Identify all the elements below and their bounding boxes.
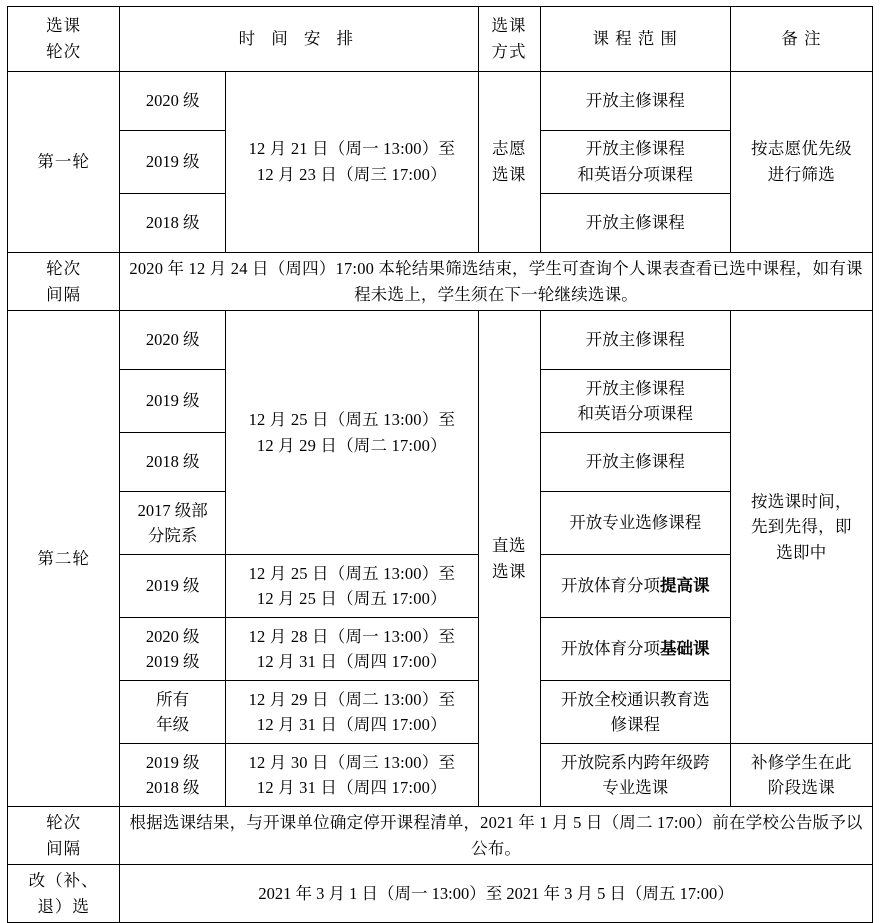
round2-scope-2: 开放主修课程 <box>540 433 730 492</box>
round2-time-1: 12 月 25 日（周五 13:00）至 12 月 25 日（周五 17:00） <box>226 555 478 618</box>
table-row <box>8 311 873 370</box>
round2-scope-6: 开放全校通识教育选 修课程 <box>540 681 730 744</box>
header-mode: 选课 方式 <box>478 7 540 72</box>
gap1-text: 2020 年 12 月 24 日（周四）17:00 本轮结果筛选结束，学生可查询个人课表查看已选中课程，如有课程未选上，学生须在下一轮继续选课。 <box>120 253 873 311</box>
round2-note-last: 补修学生在此 阶段选课 <box>730 744 872 807</box>
header-round: 选课 轮次 <box>8 7 120 72</box>
round1-mode: 志愿 选课 <box>478 72 540 253</box>
round2-scope-5-bold: 基础课 <box>659 639 710 659</box>
final-label: 改（补、 退）选 <box>8 865 120 923</box>
header-time <box>120 7 478 72</box>
table-row <box>8 865 873 923</box>
round1-grade-0: 2020 级 <box>120 72 226 131</box>
table-row <box>8 807 873 865</box>
header-note: 备 注 <box>730 7 872 72</box>
round2-grade-1: 2019 级 <box>120 370 226 433</box>
round2-scope-4-pre: 开放体育分项 <box>560 576 660 596</box>
round2-scope-7: 开放院系内跨年级跨 专业选课 <box>540 744 730 807</box>
round1-time: 12 月 21 日（周一 13:00）至 12 月 23 日（周三 17:00） <box>226 72 478 253</box>
round2-scope-3: 开放专业选修课程 <box>540 492 730 555</box>
schedule-table <box>7 6 873 923</box>
round2-note-main: 按选课时间， 先到先得，即 选即中 <box>730 311 872 744</box>
round2-scope-5-pre: 开放体育分项 <box>560 639 660 659</box>
round1-scope-2: 开放主修课程 <box>540 194 730 253</box>
round2-scope-5 <box>540 618 730 681</box>
round1-note: 按志愿优先级 进行筛选 <box>730 72 872 253</box>
round1-grade-1: 2019 级 <box>120 131 226 194</box>
header-time-label: 时 间 安 排 <box>238 29 359 49</box>
round2-grade-0: 2020 级 <box>120 311 226 370</box>
final-text: 2021 年 3 月 1 日（周一 13:00）至 2021 年 3 月 5 日（周五 17:00） <box>120 865 873 923</box>
gap2-text: 根据选课结果，与开课单位确定停开课程清单，2021 年 1 月 5 日（周二 17:00）前在学校公告版予以公布。 <box>120 807 873 865</box>
table-row <box>8 72 873 131</box>
header-scope: 课 程 范 围 <box>540 7 730 72</box>
round1-grade-2: 2018 级 <box>120 194 226 253</box>
table-row <box>8 744 873 807</box>
table-header-row <box>8 7 873 72</box>
round2-time-2: 12 月 28 日（周一 13:00）至 12 月 31 日（周四 17:00） <box>226 618 478 681</box>
gap2-label: 轮次 间隔 <box>8 807 120 865</box>
round2-scope-1: 开放主修课程 和英语分项课程 <box>540 370 730 433</box>
round2-mode: 直选 选课 <box>478 311 540 807</box>
round2-time-4: 12 月 30 日（周三 13:00）至 12 月 31 日（周四 17:00） <box>226 744 478 807</box>
round2-grade-6: 所有 年级 <box>120 681 226 744</box>
round1-scope-0: 开放主修课程 <box>540 72 730 131</box>
round2-grade-4: 2019 级 <box>120 555 226 618</box>
round1-label: 第一轮 <box>8 72 120 253</box>
round2-grade-7: 2019 级 2018 级 <box>120 744 226 807</box>
round2-scope-0: 开放主修课程 <box>540 311 730 370</box>
round2-scope-4 <box>540 555 730 618</box>
gap1-label: 轮次 间隔 <box>8 253 120 311</box>
table-row <box>8 253 873 311</box>
round1-scope-1: 开放主修课程 和英语分项课程 <box>540 131 730 194</box>
round2-time-0: 12 月 25 日（周五 13:00）至 12 月 29 日（周二 17:00） <box>226 311 478 555</box>
course-selection-schedule-sheet <box>7 6 873 923</box>
round2-time-3: 12 月 29 日（周二 13:00）至 12 月 31 日（周四 17:00） <box>226 681 478 744</box>
round2-grade-2: 2018 级 <box>120 433 226 492</box>
round2-scope-4-bold: 提高课 <box>659 576 710 596</box>
round2-grade-5: 2020 级 2019 级 <box>120 618 226 681</box>
round2-grade-3: 2017 级部 分院系 <box>120 492 226 555</box>
round2-label: 第二轮 <box>8 311 120 807</box>
